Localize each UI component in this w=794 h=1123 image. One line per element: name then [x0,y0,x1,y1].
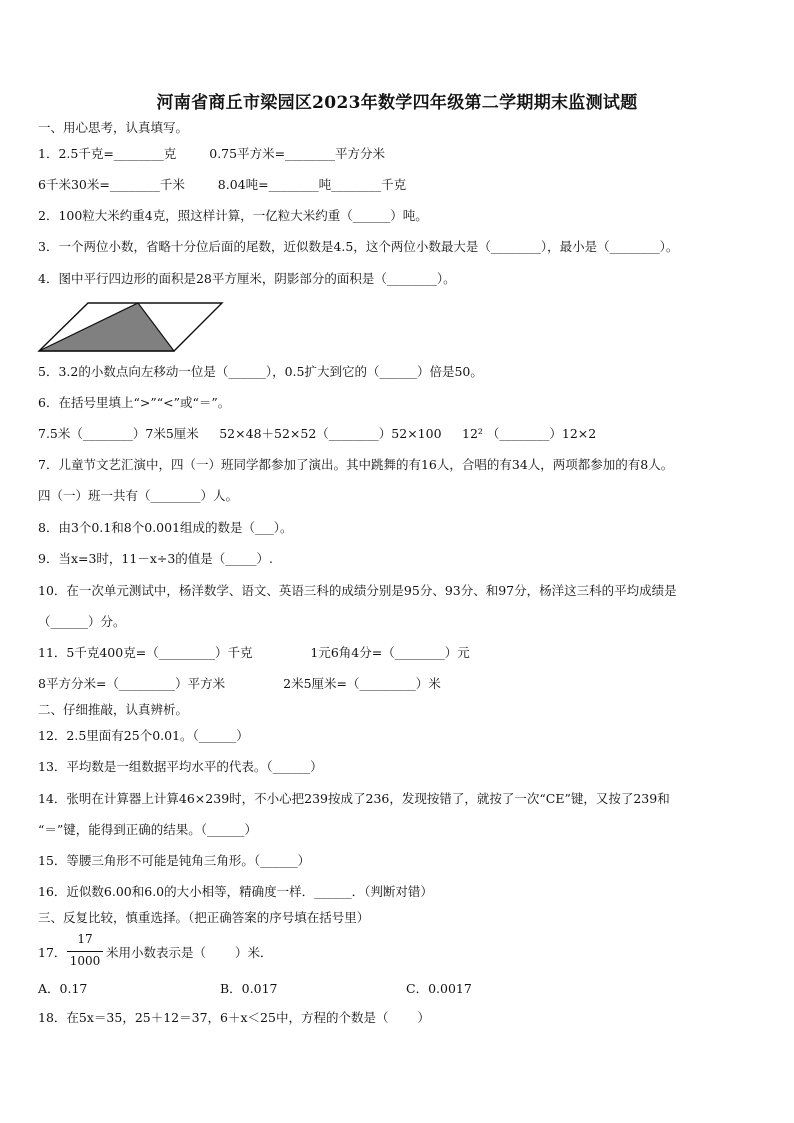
question-11-a: 11．5千克400克=（_________）千克 1元6角4分=（________）元 [38,645,470,660]
section-1-heading: 一、用心思考，认真填写。 [38,120,189,135]
question-3: 3．一个两位小数，省略十分位后面的尾数，近似数是4.5，这个两位小数最大是（________），最小是（________）。 [38,239,679,254]
fraction-bar [67,951,103,952]
question-11-b: 8平方分米=（_________）平方米 2米5厘米=（_________）米 [38,676,441,691]
question-6-b: 7.5米（________）7米5厘米 52×48＋52×52（________）52×100 12² （________）12×2 [38,426,597,441]
question-9: 9．当x=3时，11－x÷3的值是（_____）. [38,551,274,566]
question-18: 18．在5x＝35，25＋12＝37，6＋x＜25中，方程的个数是（ ） [38,1010,430,1025]
question-14-b: “＝”键，能得到正确的结果。（______） [38,822,258,837]
option-a: A．0.17 [38,981,88,996]
question-10-a: 10．在一次单元测试中，杨洋数学、语文、英语三科的成绩分别是95分、93分、和97分，杨洋这三科的平均成绩是 [38,583,677,598]
question-7-b: 四（一）班一共有（________）人。 [38,488,239,503]
question-14-a: 14．张明在计算器上计算46×239时，不小心把239按成了236，发现按错了，就按了一次“CE”键，又按了239和 [38,791,670,806]
question-7-a: 7．儿童节文艺汇演中，四（一）班同学都参加了演出。其中跳舞的有16人，合唱的有34人，两项都参加的有8人。 [38,457,674,472]
option-c: C．0.0017 [406,981,472,996]
question-8: 8．由3个0.1和8个0.001组成的数是（___）。 [38,520,293,535]
question-12: 12．2.5里面有25个0.01。（______） [38,728,249,743]
parallelogram-figure [36,300,226,356]
question-4: 4．图中平行四边形的面积是28平方厘米，阴影部分的面积是（________）。 [38,271,456,286]
question-15: 15．等腰三角形不可能是钝角三角形。（______） [38,853,311,868]
question-17-label: 17． [38,945,67,960]
fraction-numerator: 17 [77,932,93,946]
question-17-text: 米用小数表示是（ ）米． [106,945,273,960]
question-1-b: 6千米30米=________千米 8.04吨=________吨________千克 [38,177,407,192]
page-title: 河南省商丘市梁园区2023年数学四年级第二学期期末监测试题 [156,93,638,113]
question-5: 5．3.2的小数点向左移动一位是（______），0.5扩大到它的（______）倍是50。 [38,364,483,379]
question-2: 2．100粒大米约重4克，照这样计算，一亿粒大米约重（______）吨。 [38,208,428,223]
fraction-denominator: 1000 [69,954,101,968]
shaded-triangle [39,303,174,351]
question-16: 16．近似数6.00和6.0的大小相等，精确度一样．______．（判断对错） [38,884,433,899]
section-3-heading: 三、反复比较，慎重选择。（把正确答案的序号填在括号里） [38,910,370,925]
question-10-b: （______）分。 [38,614,126,629]
section-2-heading: 二、仔细推敲，认真辨析。 [38,702,189,717]
question-6: 6．在括号里填上“>”“<”或“＝”。 [38,395,231,410]
question-13: 13．平均数是一组数据平均水平的代表。（______） [38,759,323,774]
option-b: B．0.017 [220,981,278,996]
question-1-a: 1．2.5千克=________克 0.75平方米=________平方分米 [38,146,386,161]
